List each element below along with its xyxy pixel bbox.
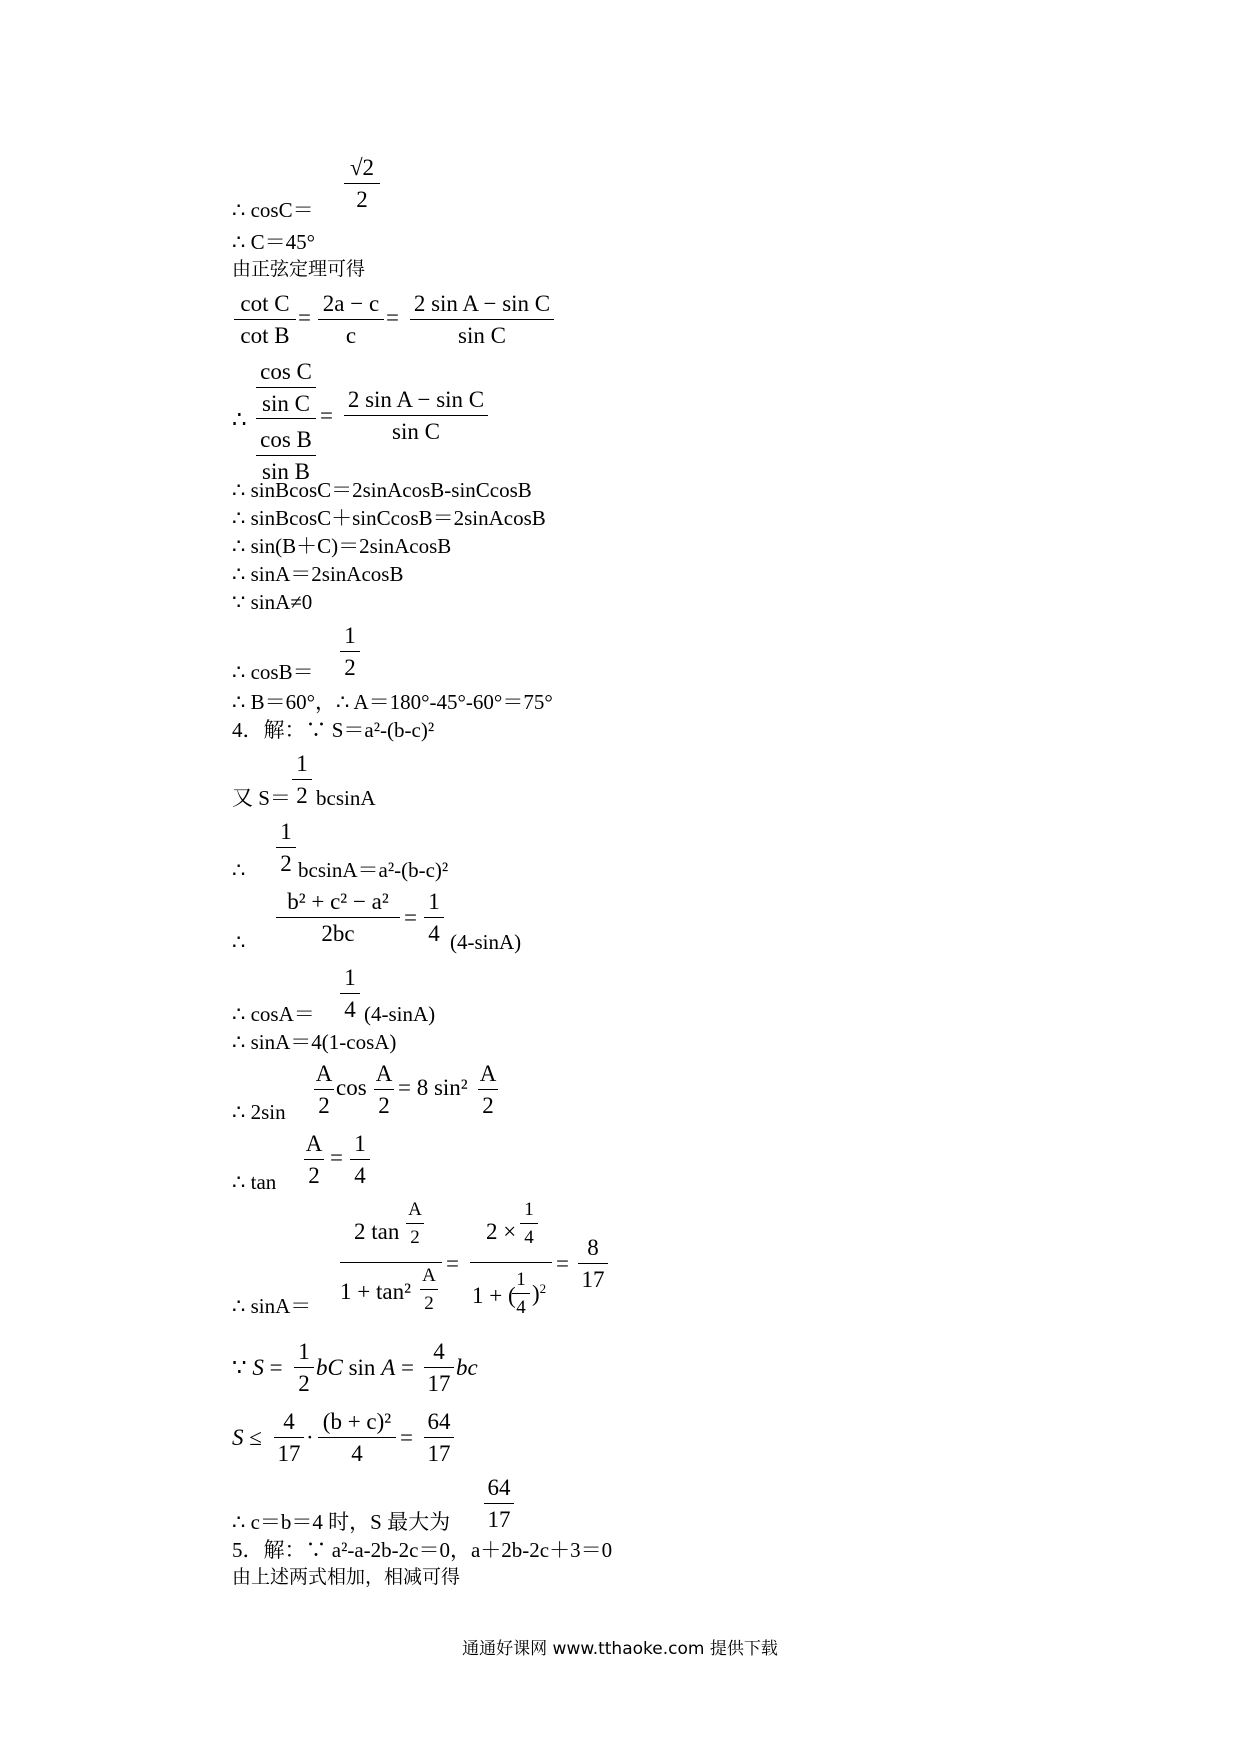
line-law-of-sines: 由正弦定理可得 bbox=[232, 258, 366, 280]
line-cosA: ∴ cosA＝ bbox=[232, 1002, 315, 1026]
line-step-4: ∴ sinA＝2sinAcosB bbox=[232, 562, 404, 586]
line-max-area: ∴ c＝b＝4 时，S 最大为 bbox=[232, 1510, 451, 1534]
fraction-sqrt2-over-2: √2 2 bbox=[344, 156, 380, 211]
line-C-45: ∴ C＝45° bbox=[232, 230, 316, 254]
line-step-3: ∴ sin(B＋C)＝2sinAcosB bbox=[232, 534, 452, 558]
line-step-1: ∴ sinBcosC＝2sinAcosB-sinCcosB bbox=[232, 478, 532, 502]
line-B-60: ∴ B＝60°，∴ A＝180°-45°-60°＝75° bbox=[232, 690, 553, 714]
line-step-2: ∴ sinBcosC＋sinCcosB＝2sinAcosB bbox=[232, 506, 546, 530]
line-sinA-identity: ∴ sinA＝4(1-cosA) bbox=[232, 1030, 397, 1054]
line-area-equation: bcsinA＝a²-(b-c)² bbox=[298, 858, 449, 882]
line-problem-5: 5．解：∵ a²-a-2b-2c＝0，a＋2b-2c＋3＝0 bbox=[232, 1538, 613, 1562]
fraction-half: 1 2 bbox=[340, 624, 360, 679]
fraction-half: 1 2 bbox=[292, 752, 312, 807]
fraction-quarter: 1 4 bbox=[340, 966, 360, 1021]
line-problem-4: 4．解：∵ S＝a²-(b-c)² bbox=[232, 718, 435, 742]
line-cosB: ∴ cosB＝ bbox=[232, 660, 314, 684]
line-cosC: ∴ cosC＝ bbox=[232, 198, 314, 222]
page-footer: 通通好课网 www.tthaoke.com 提供下载 bbox=[462, 1639, 778, 1659]
fraction-half: 1 2 bbox=[276, 820, 296, 875]
fraction-64-17: 64 17 bbox=[484, 1476, 514, 1531]
line-add-subtract: 由上述两式相加，相减可得 bbox=[232, 1566, 461, 1588]
line-area-formula: 又 S＝ bbox=[232, 786, 291, 810]
line-step-5: ∵ sinA≠0 bbox=[232, 590, 313, 614]
